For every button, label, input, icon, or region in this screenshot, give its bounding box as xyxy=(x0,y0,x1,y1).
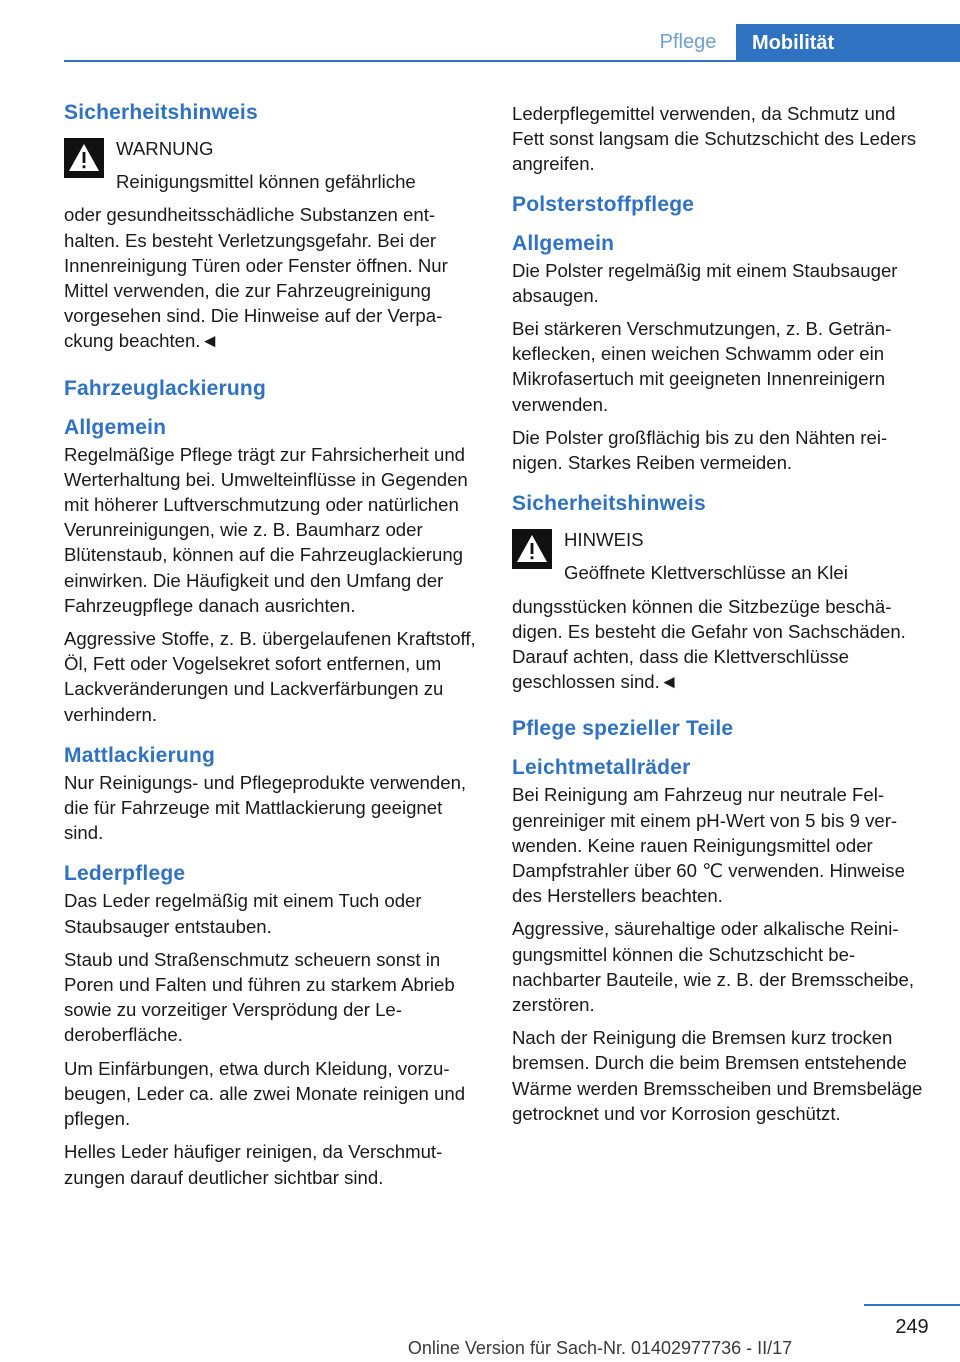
paragraph: Bei stärkeren Verschmutzungen, z. B. Getränkeflecken, einen weichen Schwamm oder ein Mikrofasertuch mit geeigneten Innenreinigern verwenden. xyxy=(512,318,892,415)
subsection-title-mattlackierung: Mattlackierung xyxy=(64,743,215,767)
section-title-sicherheitshinweis: Sicherheitshinweis xyxy=(64,101,258,124)
paragraph: Nach der Reinigung die Bremsen kurz trocken bremsen. Durch die beim Bremsen entstehende Wärme werden Bremsscheiben und Bremsbeläge getrocknet und vor Korrosion geschützt. xyxy=(512,1027,923,1124)
warning-text: oder gesundheitsschädliche Substanzen enthalten. Es besteht Verletzungsgefahr. Bei der Innenreinigung Türen oder Fenster öffnen. Nur Mittel verwenden, die zur Fahrzeugreinigung vorgesehen sind. Die Hinweise auf der Verpackung beachten.◄ xyxy=(64,204,448,352)
paragraph: Die Polster regelmäßig mit einem Staubsauger absaugen. xyxy=(512,259,898,306)
section-title-polsterstoffpflege: Polsterstoffpflege xyxy=(512,192,695,216)
warning-label: WARNUNG xyxy=(116,138,214,159)
notice-text-first: Geöffnete Klettverschlüsse an Klei xyxy=(564,562,848,584)
subsection-title-allgemein: Allgemein xyxy=(64,415,167,439)
warning-icon xyxy=(64,138,104,178)
footer-rule xyxy=(864,1304,960,1306)
paragraph: Regelmäßige Pflege trägt zur Fahrsicherheit und Werterhaltung bei. Umwelteinflüsse in Gegenden mit höherer Luftverschmutzung oder natürlichen Verunreinigungen, wie z. B. Baumharz oder Blütenstaub, können auf die Fahrzeuglackierung einwirken. Die Häufigkeit und den Umfang der Fahrzeugpflege danach ausrichten. xyxy=(64,443,468,616)
subsection-title-lederpflege: Lederpflege xyxy=(64,862,186,886)
left-column xyxy=(64,100,480,1198)
section-title-sicherheitshinweis: Sicherheitshinweis xyxy=(512,492,706,516)
paragraph: Um Einfärbungen, etwa durch Kleidung, vorzubeugen, Leder ca. alle zwei Monate reinigen und pflegen. xyxy=(64,1057,466,1130)
subsection-title-leichtmetallraeder: Leichtmetallräder xyxy=(512,756,691,780)
notice-block xyxy=(512,527,928,694)
paragraph: Lederpflegemittel verwenden, da Schmutz und Fett sonst langsam die Schutzschicht des Leders angreifen. xyxy=(512,103,917,175)
warning-block xyxy=(64,136,480,354)
paragraph: Helles Leder häufiger reinigen, da Verschmutzungen darauf deutlicher sichtbar sind. xyxy=(64,1141,443,1188)
right-column xyxy=(512,101,928,1134)
section-title-pflege-spezieller-teile: Pflege spezieller Teile xyxy=(512,717,734,741)
paragraph: Bei Reinigung am Fahrzeug nur neutrale Felgenreiniger mit einem pH-Wert von 5 bis 9 verwenden. Keine rauen Reinigungsmittel oder Dampfstrahler über 60 ℃ verwenden. Hinweise des Herstellers beachten. xyxy=(512,784,905,907)
warning-icon xyxy=(512,529,552,569)
subsection-title-allgemein: Allgemein xyxy=(512,231,615,255)
footer-version-note: Online Version für Sach-Nr. 01402977736 - II/17 xyxy=(407,1338,793,1358)
paragraph: Aggressive Stoffe, z. B. übergelaufenen Kraftstoff, Öl, Fett oder Vogelsekret sofort entfernen, um Lackveränderungen und Lackverfärbungen zu verhindern. xyxy=(64,628,476,725)
paragraph: Staub und Straßenschmutz scheuern sonst in Poren und Falten und führen zu starkem Abrieb sowie zu vorzeitiger Versprödung der Lederoberfläche. xyxy=(64,948,455,1046)
section-title-fahrzeuglackierung: Fahrzeuglackierung xyxy=(64,376,266,400)
header-tab-mobilitaet[interactable]: Mobilität xyxy=(736,24,960,62)
notice-label: HINWEIS xyxy=(564,529,644,551)
paragraph: Aggressive, säurehaltige oder alkalische Reinigungsmittel können die Schutzschicht benachbarter Bauteile, wie z. B. der Bremsscheibe, zerstören. xyxy=(512,918,915,1016)
paragraph: Nur Reinigungs- und Pflegeprodukte verwenden, die für Fahrzeuge mit Mattlackierung geeignet sind. xyxy=(64,771,467,844)
header-tab-pflege[interactable]: Pflege xyxy=(659,31,717,53)
page-number: 249 xyxy=(895,1316,929,1338)
notice-text: dungsstücken können die Sitzbezüge beschädigen. Es besteht die Gefahr von Sachschäden. Darauf achten, dass die Klettverschlüsse geschlossen sind.◄ xyxy=(512,595,906,693)
paragraph: Das Leder regelmäßig mit einem Tuch oder Staubsauger entstauben. xyxy=(64,890,422,937)
warning-text-first: Reinigungsmittel können gefährliche xyxy=(116,171,416,193)
paragraph: Die Polster großflächig bis zu den Nähten reinigen. Starkes Reiben vermeiden. xyxy=(512,426,888,474)
